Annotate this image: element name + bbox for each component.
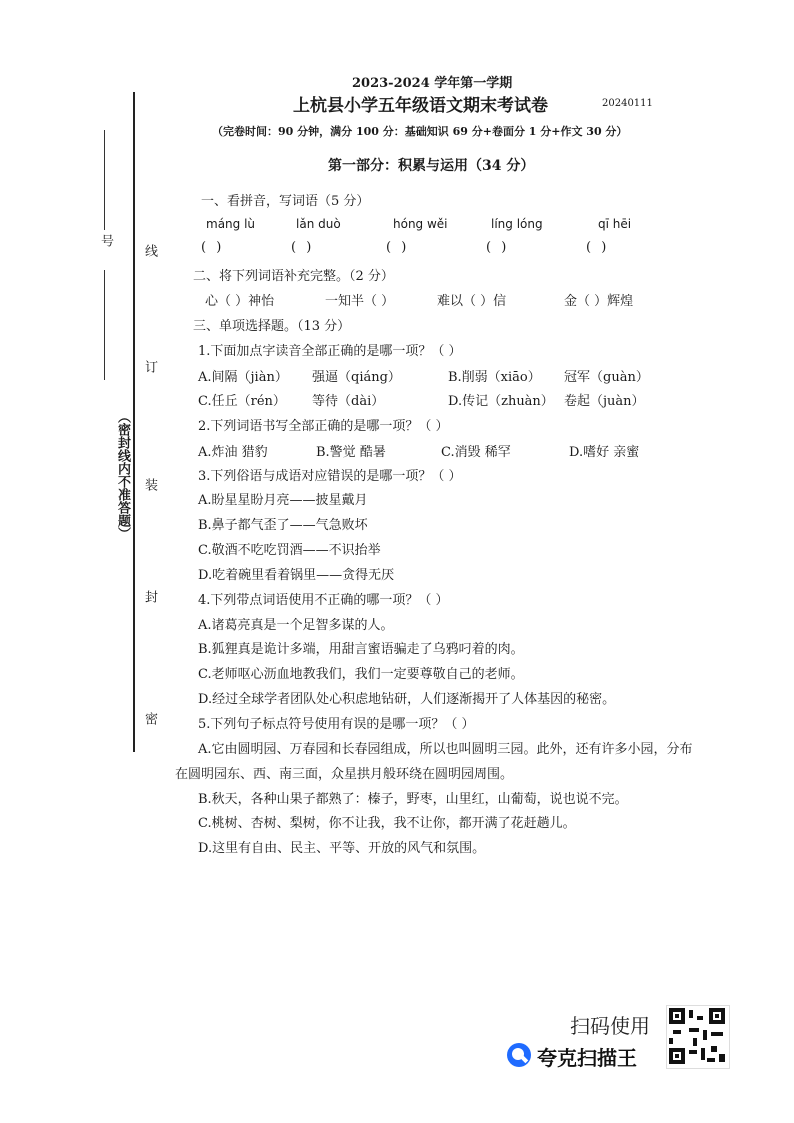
exam-year: 2023-2024 学年第一学期	[352, 76, 513, 91]
exam-code: 20240111	[602, 98, 653, 109]
exam-note: （完卷时间：90 分钟，满分 100 分：基础知识 69 分+卷面分 1 分+作文 30 分）	[212, 125, 628, 138]
q1-pinyin-3: hóng wěi	[393, 217, 448, 231]
q2-item-2: 一知半（ ）	[325, 294, 395, 309]
q3-1-c2: 等待（dài）	[312, 394, 385, 409]
q3-5-c: C.桃树、杏树、梨树，你不让我，我不让你，都开满了花赶趟儿。	[198, 816, 576, 831]
q3-4-b: B.狐狸真是诡计多端，用甜言蜜语骗走了乌鸦叼着的肉。	[198, 642, 524, 657]
q1-blank-3[interactable]: ( )	[386, 240, 410, 255]
q1-pinyin-5: qī hēi	[598, 217, 632, 231]
label-hao: 号	[98, 234, 113, 247]
scan-to-use-label: 扫码使用	[570, 1014, 650, 1038]
q3-1-a2: 强逼（qiáng）	[312, 370, 401, 385]
q3-1-c1: C.任丘（rén）	[198, 394, 286, 409]
q3-2-a: A.炸油 猎豹	[198, 445, 268, 460]
q1-pinyin-2: lǎn duò	[296, 217, 341, 231]
q3-5-a2: 在圆明园东、西、南三面，众星拱月般环绕在圆明园周围。	[175, 767, 514, 782]
q3-1-b1: B.削弱（xiāo）	[448, 370, 541, 385]
q3-5-a1: A.它由圆明园、万春园和长春园组成，所以也叫圆明三园。此外，还有许多小园，分布	[198, 742, 693, 757]
part-title: 第一部分：积累与运用（34 分）	[328, 158, 535, 174]
q3-4-stem: 4.下列带点词语使用不正确的哪一项？（ ）	[198, 593, 449, 608]
q3-5-d: D.这里有自由、民主、平等、开放的风气和氛围。	[198, 841, 486, 856]
seal-warning: （密封线内不准答题）	[115, 410, 130, 540]
quark-logo-icon	[506, 1042, 532, 1068]
q2-item-1: 心（ ）神怡	[205, 294, 275, 309]
q1-blank-5[interactable]: ( )	[586, 240, 610, 255]
margin-feng: 封	[142, 590, 157, 603]
q3-5-stem: 5.下列句子标点符号使用有误的是哪一项？（ ）	[198, 717, 475, 732]
q3-3-d: D.吃着碗里看着锅里——贪得无厌	[198, 568, 395, 583]
label-zhuang: 装	[142, 478, 157, 491]
q3-4-a: A.诸葛亮真是一个足智多谋的人。	[198, 618, 394, 633]
q1-blank-2[interactable]: ( )	[291, 240, 315, 255]
q2-item-3: 难以（ ）信	[437, 294, 507, 309]
q3-4-d: D.经过全球学者团队处心积虑地钻研，人们逐渐揭开了人体基因的秘密。	[198, 692, 616, 707]
margin-xian: 线	[142, 244, 157, 257]
q3-3-a: A.盼星星盼月亮——披星戴月	[198, 493, 368, 508]
q1-title: 一、看拼音，写词语（5 分）	[201, 194, 370, 209]
q3-3-c: C.敬酒不吃吃罚酒——不识抬举	[198, 543, 381, 558]
q3-2-stem: 2.下列词语书写全部正确的是哪一项？（ ）	[198, 419, 449, 434]
q2-item-4: 金（ ）辉煌	[564, 294, 634, 309]
q1-pinyin-4: líng lóng	[491, 217, 543, 231]
q3-3-b: B.鼻子都气歪了——气急败坏	[198, 518, 368, 533]
q2-title: 二、将下列词语补充完整。（2 分）	[193, 269, 394, 284]
q3-1-stem: 1.下面加点字读音全部正确的是哪一项？（ ）	[198, 344, 462, 359]
q3-2-b: B.警觉 酷暑	[316, 445, 386, 460]
scanner-brand: 夸克扫描王	[537, 1046, 637, 1070]
name-line-1	[104, 130, 105, 230]
q3-5-b: B.秋天，各种山果子都熟了：榛子，野枣，山里红，山葡萄，说也说不完。	[198, 792, 628, 807]
q1-blank-4[interactable]: ( )	[486, 240, 510, 255]
q3-1-a1: A.间隔（jiàn）	[198, 370, 288, 385]
solid-margin-line	[133, 92, 135, 752]
margin-ding: 订	[142, 360, 157, 373]
q3-1-d2: 卷起（juàn）	[564, 394, 645, 409]
name-line-2	[104, 270, 105, 380]
q3-3-stem: 3.下列俗语与成语对应错误的是哪一项？（ ）	[198, 469, 462, 484]
q3-title: 三、单项选择题。（13 分）	[193, 319, 351, 334]
q3-2-c: C.消毁 稀罕	[441, 445, 511, 460]
exam-title: 上杭县小学五年级语文期末考试卷	[293, 96, 548, 116]
q3-2-d: D.嗜好 亲蜜	[569, 445, 640, 460]
margin-mi: 密	[142, 712, 157, 725]
q3-4-c: C.老师呕心沥血地教我们，我们一定要尊敬自己的老师。	[198, 667, 524, 682]
q1-blank-1[interactable]: ( )	[201, 240, 225, 255]
qr-code-icon[interactable]	[666, 1005, 730, 1069]
q1-pinyin-1: máng lù	[206, 217, 256, 231]
q3-1-b2: 冠军（guàn）	[564, 370, 649, 385]
q3-1-d1: D.传记（zhuàn）	[448, 394, 554, 409]
